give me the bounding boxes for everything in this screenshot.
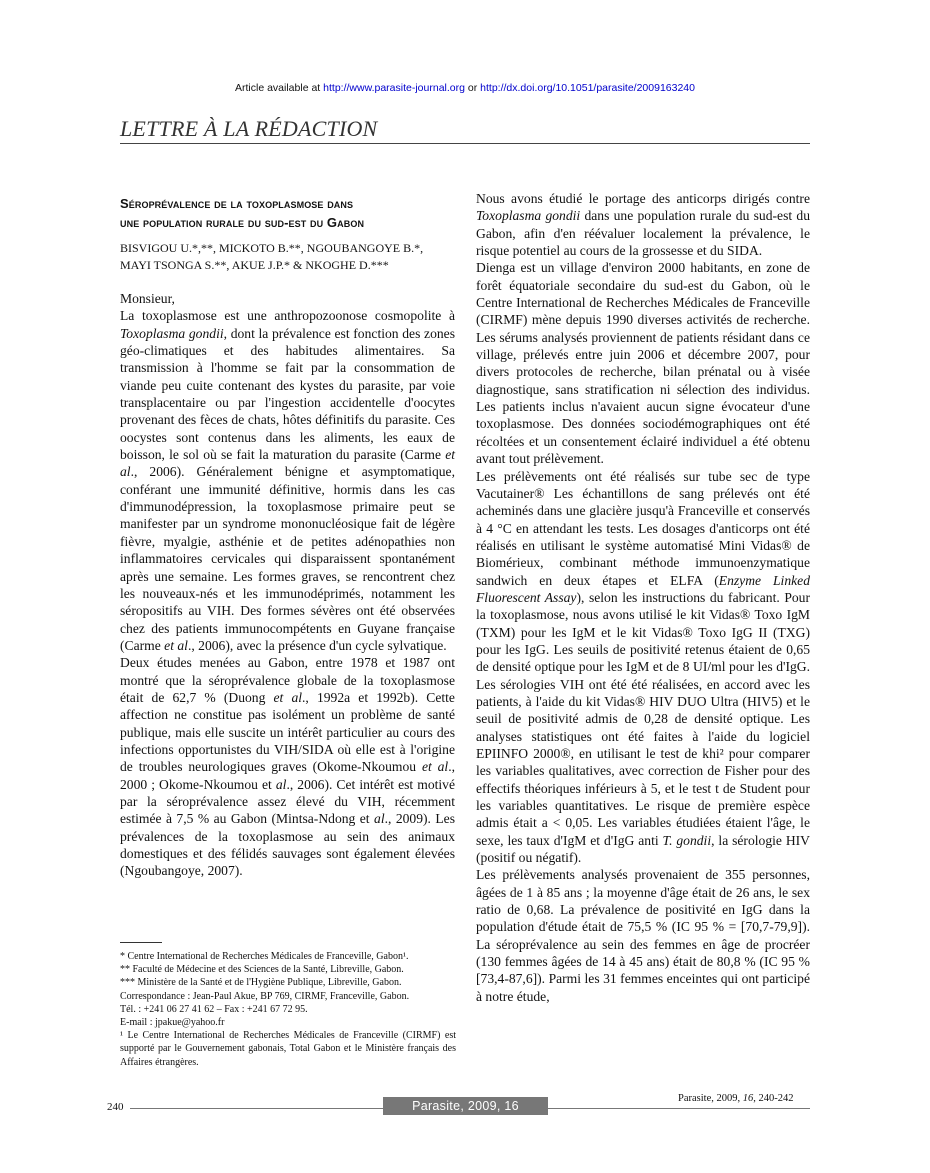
- article-availability-note: [0, 82, 930, 94]
- footnote-affiliation-1: * Centre International de Recherches Médicales de Franceville, Gabon¹.: [120, 951, 409, 962]
- authors-line-2: MAYI TSONGA S.**, AKUE J.P.* & NKOGHE D.***: [120, 258, 389, 272]
- paragraph-study-site: Dienga est un village d'environ 2000 habitants, en zone de forêt équatoriale secondaire du sud-est du Gabon, où le Centre International de Recherches Médicales de Franceville (CIRMF) mène depuis 1990 diverses activités de recherche. Les sérums analysés proviennent de patients résidant dans ce village, prélevés entre juin 2006 et décembre 2007, pour divers protocoles de recherche, bilan prénatal ou à visée diagnostique, sans stratification ni sélection des individus. Les patients inclus n'avaient aucun signe évocateur d'une toxoplasmose. Des données sociodémographiques ont été récoltées et un consentement éclairé individuel a été obtenu avant tout prélèvement.: [476, 260, 810, 467]
- article-title-line-2: une population rurale du sud-est du Gabon: [120, 215, 365, 230]
- footnote-email[interactable]: E-mail : jpakue@yahoo.fr: [120, 1017, 225, 1029]
- paragraph-methods: Les prélèvements ont été réalisés sur tube sec de type Vacutainer® Les échantillons de sang prélevés ont été acheminés dans une glacière jusqu'à Franceville et conservés à 4 °C en attendant les tests. Les dosages d'anticorps ont été réalisés en utilisant le système automatisé Mini Vidas® de Biomérieux, combinant méthode immunoenzymatique sandwich en deux étapes et ELFA (Enzyme Linked Fluorescent Assay), selon les instructions du fabricant. Pour la toxoplasmose, nous avons utilisé le kit Vidas® Toxo IgM (TXM) pour les IgM et le kit Vidas® Toxo IgG II (TXG) pour les IgG. Les seuils de positivité retenus étaient de 0,65 de densité optique pour les IgM et de 8 UI/ml pour les d'IgG. Les sérologies VIH ont été été réalisées, en accord avec les patients, à l'aide du kit Vidas® HIV DUO Ultra (HIV5) et le seuil de positivité admis de 0,28 de densité optique. Les analyses statistiques ont été faites à l'aide du logiciel EPIINFO 2000®, en utilisant le test de khi² pour comparer les variables qualitatives, avec correction de Fisher pour des effectifs théoriques inférieurs à 5, et le test t de Student pour les variables quantitatives. Le risque de première espèce admis était a < 0,05. Les variables étudiées étaient l'âge, le sexe, les taux d'IgM et d'IgG anti T. gondii, la sérologie HIV (positif ou négatif).: [476, 468, 810, 866]
- article-title-line-1: Séroprévalence de la toxoplasmose dans: [120, 196, 354, 211]
- paragraph-intro: La toxoplasmose est une anthropozoonose cosmopolite à Toxoplasma gondii, dont la prévalence est fonction des zones géo-climatiques et des habitudes alimentaires. Sa transmission à l'homme se fait par la consommation de viande peu cuite contenant des kystes du parasite, par voie transplacentaire ou par l'ingestion accidentelle d'oocytes provenant des fèces de chats, hôtes définitifs du parasite. Ces oocystes sont contenus dans les aliments, les eaux de boisson, le sol où se fait la maturation du parasite (Carme et al., 2006). Généralement bénigne et asymptomatique, conférant une immunité définitive, hormis dans les cas d'immunodépression, la toxoplasmose primaire peut se manifester par un syndrome mononucléosique fait de légère fièvre, myalgie, asthénie et de petites adénopathies non inflammatoires cervicales qui disparaissent spontanément après une semaine. Les formes graves, se rencontrent chez les nouveaux-nés et les immunodéprimés, notamment les séropositifs au VIH. Des formes sévères ont été observées chez des patients immunocompétents en Guyane française (Carme et al., 2006), avec la présence d'un cycle sylvatique.: [120, 308, 455, 653]
- paragraph-results: Les prélèvements analysés provenaient de 355 personnes, âgées de 1 à 85 ans ; la moyenne d'âge était de 26 ans, le sex ratio de 0,68. La prévalence de positivité en IgG dans la population d'étude était de 75,5 % (IC 95 % = [70,7-79,9]). La séroprévalence au sein des femmes en âge de procréer (130 femmes âgées de 14 à 45 ans) était de 80,8 % (IC 95 % [73,4-87,6]). Parmi les 31 femmes enceintes qui ont participé à notre étude,: [476, 867, 810, 1004]
- citation: Parasite, 2009, 16, 240-242: [678, 1093, 794, 1104]
- footnote-funding: ¹ Le Centre International de Recherches Médicales de Franceville (CIRMF) est supporté par le Gouvernement gabonais, Total Gabon et le Ministère français des Affaires étrangères.: [120, 1030, 456, 1068]
- doi-link[interactable]: http://dx.doi.org/10.1051/parasite/2009163240: [480, 82, 695, 94]
- footnote-phone-fax: Tél. : +241 06 27 41 62 – Fax : +241 67 72 95.: [120, 1003, 308, 1015]
- availability-prefix: Article available at: [235, 82, 321, 94]
- paragraph-gabon-studies: Deux études menées au Gabon, entre 1978 et 1987 ont montré que la séroprévalence globale de la toxoplasmose était de 62,7 % (Duong et al., 1992a et 1992b). Cette affection ne constitue pas isolément un problème de santé publique, mais elle suscite un intérêt particulier au cours des infections opportunistes du VIH/SIDA où elle est à l'origine de troubles neurologiques graves (Okome-Nkoumou et al., 2000 ; Okome-Nkoumou et al., 2006). Cet intérêt est motivé par la séroprévalence assez élevé du VIH, récemment estimée à 7,5 % au Gabon (Mintsa-Ndong et al., 2009). Les prévalences de la toxoplasmose au sein des animaux domestiques et des félidés sauvages sont également élevées (Ngoubangoye, 2007).: [120, 655, 455, 879]
- body-column-right: [476, 190, 810, 1005]
- author-list: [120, 240, 460, 274]
- body-column-left: [120, 290, 455, 880]
- page-number: 240: [107, 1101, 124, 1113]
- footnote-affiliation-2: ** Faculté de Médecine et des Sciences de la Santé, Libreville, Gabon.: [120, 964, 404, 976]
- footnote-rule: [120, 942, 162, 943]
- section-rule: [120, 143, 810, 144]
- authors-line-1: BISVIGOU U.*,**, MICKOTO B.**, NGOUBANGOYE B.*,: [120, 241, 424, 255]
- salutation: Monsieur,: [120, 291, 175, 306]
- journal-link[interactable]: http://www.parasite-journal.org: [323, 82, 465, 94]
- journal-banner: Parasite, 2009, 16: [383, 1097, 548, 1115]
- footnote-affiliation-3: *** Ministère de la Santé et de l'Hygiène Publique, Libreville, Gabon.: [120, 977, 402, 989]
- footnote-correspondence: Correspondance : Jean-Paul Akue, BP 769, CIRMF, Franceville, Gabon.: [120, 990, 410, 1002]
- article-title: [120, 194, 460, 232]
- availability-or: or: [467, 82, 478, 94]
- footnotes: [120, 950, 456, 1069]
- paragraph-objective: Nous avons étudié le portage des anticorps dirigés contre Toxoplasma gondii dans une population rurale du sud-est du Gabon, afin d'en réévaluer localement la prévalence, le risque potentiel au cours de la grossesse et du SIDA.: [476, 191, 810, 259]
- section-title: LETTRE À LA RÉDACTION: [120, 116, 378, 141]
